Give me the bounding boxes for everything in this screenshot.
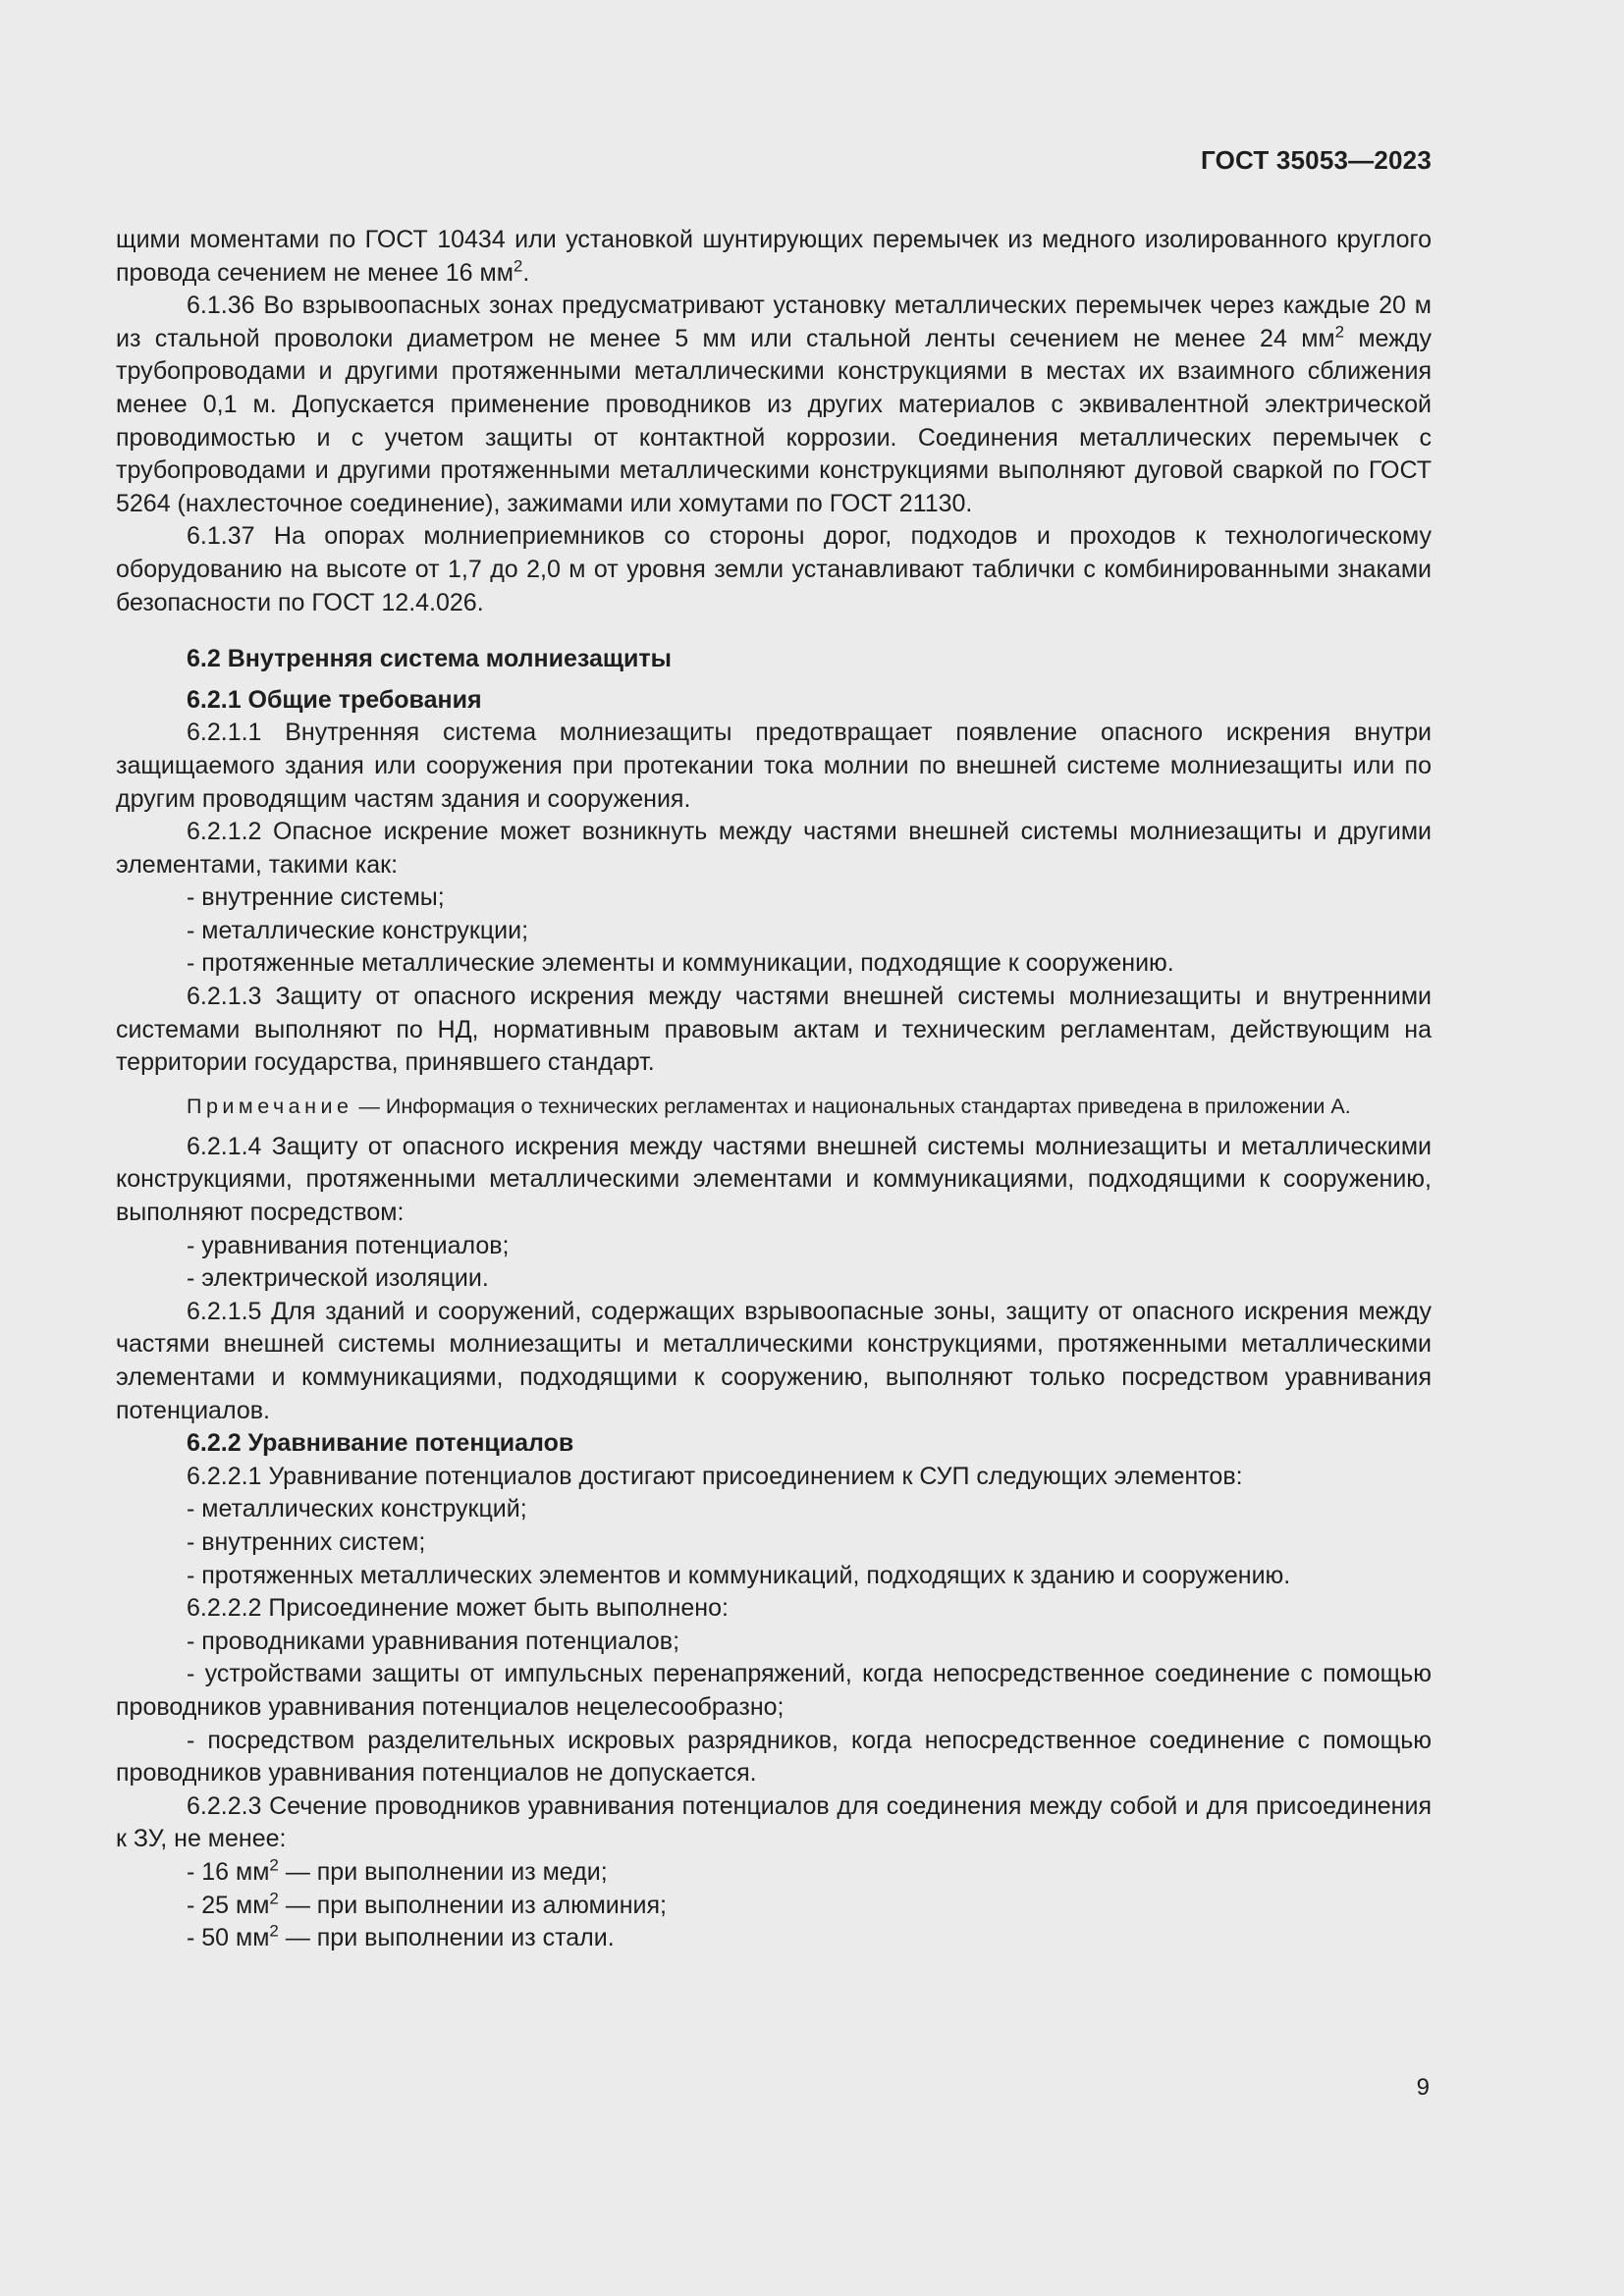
list-item-text: — при выполнении из стали. (278, 1924, 615, 1952)
list-item: - проводниками уравнивания потенциалов; (187, 1627, 680, 1655)
section-heading-6-2-1: 6.2.1 Общие требования (187, 685, 482, 714)
list-item: - металлических конструкций; (187, 1495, 527, 1523)
note-label: Примечание (187, 1094, 353, 1118)
list-item-text: - 25 мм (187, 1891, 270, 1919)
document-body (116, 224, 1432, 1955)
list-item: - металлические конструкции; (187, 916, 529, 944)
paragraph-6-2-1-5: 6.2.1.5 Для зданий и сооружений, содержащих взрывоопасные зоны, защиту от опасного искрения между частями внешней системы молниезащиты и металлическими конструкциями, протяженными металлическими элементами и коммуникациями, подходящими к сооружению, выполняют только посредством уравнивания потенциалов. (116, 1297, 1432, 1424)
list-item: - электрической изоляции. (187, 1264, 489, 1293)
list-item-text: - 16 мм (187, 1857, 270, 1886)
superscript: 2 (269, 1855, 279, 1875)
superscript: 2 (269, 1921, 279, 1941)
paragraph-6-2-1-1: 6.2.1.1 Внутренняя система молниезащиты предотвращает появление опасного искрения внутри защищаемого здания или сооружения при протекании тока молнии по внешней системе молниезащиты или по другим проводящим частям здания и сооружения. (116, 719, 1432, 813)
paragraph-6-2-2-3: 6.2.2.3 Сечение проводников уравнивания потенциалов для соединения между собой и для присоединения к ЗУ, не менее: (116, 1791, 1432, 1853)
list-item-text: — при выполнении из меди; (278, 1857, 608, 1886)
paragraph-text: щими моментами по ГОСТ 10434 или установкой шунтирующих перемычек из медного изолированного круглого провода сечением не менее 16 мм (116, 226, 1432, 287)
note-text: — Информация о технических регламентах и национальных стандартах приведена в приложении А. (352, 1094, 1351, 1118)
list-item-text: - 50 мм (187, 1924, 270, 1952)
note (116, 1092, 1432, 1121)
list-item (187, 1890, 1432, 1923)
list-item-text: — при выполнении из алюминия; (278, 1891, 667, 1919)
list-item: - уравнивания потенциалов; (187, 1231, 510, 1259)
superscript: 2 (1334, 322, 1345, 342)
paragraph-6-2-1-2: 6.2.1.2 Опасное искрение может возникнуть между частями внешней системы молниезащиты и другими элементами, такими как: (116, 818, 1432, 879)
list-item (187, 1922, 1432, 1955)
paragraph-6-2-2-1: 6.2.2.1 Уравнивание потенциалов достигают присоединением к СУП следующих элементов: (187, 1462, 1243, 1490)
list-item (187, 1856, 1432, 1890)
paragraph-continuation (116, 224, 1432, 290)
paragraph-6-2-2-2: 6.2.2.2 Присоединение может быть выполнено: (187, 1594, 729, 1623)
list-item: - внутренние системы; (187, 883, 445, 912)
list-item-wrapped: - посредством разделительных искровых разрядников, когда непосредственное соединение с помощью проводников уравнивания потенциалов не допускается. (116, 1726, 1432, 1788)
list-item: - протяженные металлические элементы и коммуникации, подходящие к сооружению. (187, 949, 1174, 978)
paragraph-text: . (522, 258, 530, 287)
paragraph-text: между трубопроводами и другими протяженными металлическими конструкциями в местах их взаимного сближения менее 0,1 м. Допускается применение проводников из других материалов с эквивалентной электрической проводимостью и с учетом защиты от контактной коррозии. Соединения металлических перемычек с трубопроводами и другими протяженными металлическими конструкциями выполняют дуговой сваркой по ГОСТ 5264 (нахлесточное соединение), зажимами или хомутами по ГОСТ 21130. (116, 324, 1432, 517)
document-header: ГОСТ 35053—2023 (1201, 145, 1432, 175)
list-item-wrapped: - устройствами защиты от импульсных перенапряжений, когда непосредственное соединение с помощью проводников уравнивания потенциалов нецелесообразно; (116, 1660, 1432, 1721)
paragraph-6-1-37: 6.1.37 На опорах молниеприемников со стороны дорог, подходов и проходов к технологическому оборудованию на высоте от 1,7 до 2,0 м от уровня земли устанавливают таблички с комбинированными знаками безопасности по ГОСТ 12.4.026. (116, 522, 1432, 616)
paragraph-6-2-1-4: 6.2.1.4 Защиту от опасного искрения между частями внешней системы молниезащиты и металлическими конструкциями, протяженными металлическими элементами и коммуникациями, подходящими к сооружению, выполняют посредством: (116, 1132, 1432, 1227)
list-item: - внутренних систем; (187, 1527, 426, 1556)
page-number: 9 (1416, 2074, 1430, 2101)
section-heading-6-2-2: 6.2.2 Уравнивание потенциалов (187, 1429, 574, 1458)
section-heading-6-2: 6.2 Внутренняя система молниезащиты (187, 645, 672, 673)
paragraph-6-2-1-3: 6.2.1.3 Защиту от опасного искрения между частями внешней системы молниезащиты и внутренними системами выполняют по НД, нормативным правовым актам и техническим регламентам, действующим на территории государства, принявшего стандарт. (116, 983, 1432, 1077)
superscript: 2 (269, 1889, 279, 1908)
paragraph-text: 6.1.36 Во взрывоопасных зонах предусматривают установку металлических перемычек через каждые 20 м из стальной проволоки диаметром не менее 5 мм или стальной ленты сечением не менее 24 мм (116, 292, 1432, 352)
paragraph-6-1-36 (116, 290, 1432, 520)
list-item: - протяженных металлических элементов и коммуникаций, подходящих к зданию и сооружению. (187, 1561, 1291, 1589)
superscript: 2 (513, 256, 523, 276)
